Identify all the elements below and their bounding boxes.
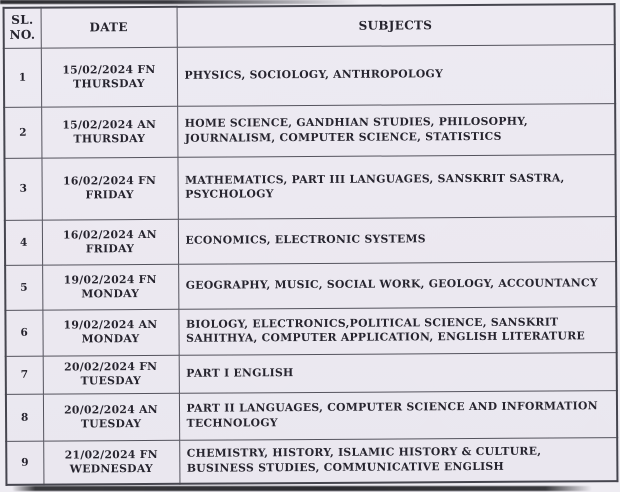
header-subjects: SUBJECTS [177,4,615,47]
table-row [4,103,615,158]
serial-number: 1 [18,71,27,84]
table-row [6,352,617,394]
date-cell [42,309,178,356]
exam-date: 19/02/2024 FN [63,272,157,287]
date-cell [43,355,179,394]
scan-area [3,3,619,486]
serial-number: 4 [19,236,28,249]
exam-date: 15/02/2024 FN [62,62,156,77]
exam-date: 20/02/2024 AN [64,402,158,417]
exam-day: TUESDAY [80,374,142,388]
serial-number: 2 [19,126,27,139]
exam-timetable [3,3,619,486]
header-row [4,4,615,48]
exam-day: TUESDAY [80,416,142,430]
exam-date: 21/02/2024 FN [64,447,158,462]
exam-day: THURSDAY [73,131,146,145]
subjects-text: ECONOMICS, ELECTRONIC SYSTEMS [185,232,426,248]
serial-number-cell [6,356,43,394]
date-cell [43,440,179,485]
serial-number: 5 [20,281,28,294]
serial-number-cell [4,107,41,158]
exam-day: THURSDAY [73,76,145,90]
subjects-text: PART I ENGLISH [186,365,294,380]
serial-number-cell [6,441,43,485]
serial-number-cell [5,265,42,310]
subjects-cell [179,390,617,440]
header-date: DATE [41,7,177,48]
table-row [6,390,617,441]
serial-number-cell [4,48,41,107]
table-row [4,154,615,220]
date-cell [41,106,177,158]
date-cell [42,219,178,265]
serial-number-cell [6,394,43,441]
subjects-cell [178,261,616,309]
subjects-text: HOME SCIENCE, GANDHIAN STUDIES, PHILOSOPHY, JOURNALISM, COMPUTER SCIENCE, STATISTICS [184,114,528,145]
header-sl-no: SL. NO. [4,8,41,48]
serial-number: 3 [19,182,28,195]
exam-date: 16/02/2024 FN [62,173,157,188]
exam-date: 16/02/2024 AN [62,227,157,242]
date-cell [41,47,177,107]
scan-edge-top [0,0,380,4]
serial-number: 9 [21,456,29,469]
exam-date: 15/02/2024 AN [62,117,157,132]
table-row [4,44,615,107]
subjects-cell [177,154,615,219]
table-row [5,306,616,356]
serial-number-cell [4,158,41,220]
exam-day: FRIDAY [85,188,134,202]
exam-day: FRIDAY [85,241,135,255]
exam-date: 19/02/2024 AN [63,317,158,332]
subjects-text: PHYSICS, SOCIOLOGY, ANTHROPOLOGY [184,67,444,83]
serial-number-cell [5,220,42,265]
exam-date: 20/02/2024 FN [64,359,158,374]
subjects-text: MATHEMATICS, PART III LANGUAGES, SANSKRIT SASTRA, PSYCHOLOGY [185,170,565,201]
subjects-cell [178,306,616,355]
subjects-text: GEOGRAPHY, MUSIC, SOCIAL WORK, GEOLOGY, ACCOUNTANCY [185,276,598,293]
exam-day: WEDNESDAY [69,461,154,476]
serial-number-cell [5,310,42,356]
serial-number: 7 [20,368,29,381]
date-cell [42,264,178,310]
subjects-text: PART II LANGUAGES, COMPUTER SCIENCE AND INFORMATION TECHNOLOGY [186,399,598,430]
subjects-cell [179,437,617,484]
subjects-cell [177,103,615,157]
exam-day: MONDAY [81,332,140,346]
exam-day: MONDAY [81,286,140,300]
timetable-body [4,44,618,485]
serial-number: 6 [20,326,29,339]
subjects-text: BIOLOGY, ELECTRONICS,POLITICAL SCIENCE, SANSKRIT SAHITHYA, COMPUTER APPLICATION, ENGLISH LITERATURE [185,314,586,345]
serial-number: 8 [20,411,29,424]
scan-edge-bottom [12,486,592,491]
date-cell [43,393,179,441]
table-row [5,216,616,265]
subjects-text: CHEMISTRY, HISTORY, ISLAMIC HISTORY & CULTURE, BUSINESS STUDIES, COMMUNICATIVE ENGLISH [186,444,542,475]
table-row [5,261,616,310]
subjects-cell [177,44,615,106]
subjects-cell [178,216,616,264]
date-cell [41,157,177,220]
table-row [6,437,617,485]
subjects-cell [179,352,617,393]
